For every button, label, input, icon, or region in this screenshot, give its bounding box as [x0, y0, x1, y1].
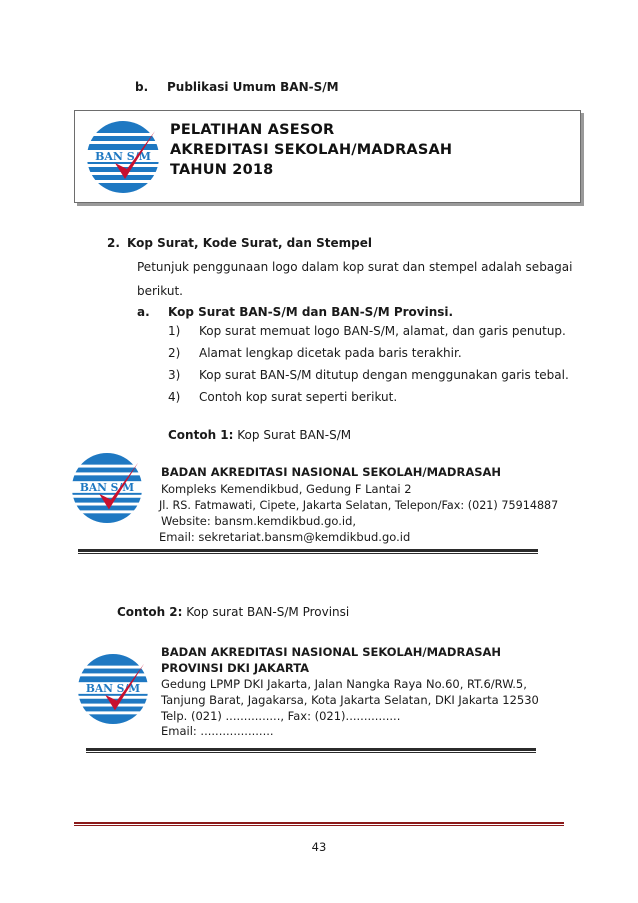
list-item-text: Alamat lengkap dicetak pada baris terakhir. — [199, 346, 462, 360]
kop-1-org: BADAN AKREDITASI NASIONAL SEKOLAH/MADRASAH — [161, 465, 502, 479]
list-item-text: Kop surat BAN-S/M ditutup dengan menggunakan garis tebal. — [199, 368, 569, 382]
publication-line-2: AKREDITASI SEKOLAH/MADRASAH — [170, 142, 453, 158]
kop-1-closing-rule-thin — [78, 553, 538, 554]
kop-2-address-line-1: Gedung LPMP DKI Jakarta, Jalan Nangka Raya No.60, RT.6/RW.5, — [161, 677, 527, 691]
footer-rule — [74, 822, 564, 824]
kop-1-address-line-1: Kompleks Kemendikbud, Gedung F Lantai 2 — [161, 482, 412, 496]
logo-text: BAN S/M — [95, 150, 151, 163]
sub-a-marker: a. — [137, 305, 150, 319]
kop-2-phone-fax: Telp. (021) ..............., Fax: (021)............... — [161, 709, 401, 723]
contoh-2-desc: Kop surat BAN-S/M Provinsi — [186, 605, 350, 619]
kop-2-closing-rule-thin — [86, 752, 536, 753]
footer-rule-thin — [74, 825, 564, 826]
list-item-text: Contoh kop surat seperti berikut. — [199, 390, 398, 404]
publication-box — [74, 110, 581, 203]
list-item-number: 4) — [168, 390, 181, 404]
publication-line-1: PELATIHAN ASESOR — [170, 122, 335, 138]
contoh-1-label: Contoh 1: — [168, 428, 234, 442]
contoh-1-desc: Kop Surat BAN-S/M — [237, 428, 352, 442]
contoh-2-caption — [117, 605, 349, 620]
ban-sm-logo-icon — [85, 119, 161, 195]
kop-2-address-line-2: Tanjung Barat, Jagakarsa, Kota Jakarta Selatan, DKI Jakarta 12530 — [161, 693, 539, 707]
sub-a-title: Kop Surat BAN-S/M dan BAN-S/M Provinsi. — [168, 305, 454, 319]
section-2-marker: 2. — [107, 236, 120, 250]
kop-2-province: PROVINSI DKI JAKARTA — [161, 661, 310, 675]
section-b-marker: b. — [135, 80, 149, 94]
ban-sm-logo-icon — [76, 652, 150, 726]
kop-2-email: Email: .................... — [161, 724, 274, 738]
logo-text: BAN S/M — [79, 480, 135, 494]
section-2-intro-line-2: berikut. — [137, 284, 183, 298]
contoh-1-caption — [168, 428, 351, 443]
contoh-2-label: Contoh 2: — [117, 605, 183, 619]
logo-text: BAN S/M — [85, 681, 141, 695]
list-item-number: 2) — [168, 346, 181, 360]
kop-1-address-line-2: Jl. RS. Fatmawati, Cipete, Jakarta Selatan, Telepon/Fax: (021) 75914887 — [159, 499, 559, 512]
publication-title — [170, 120, 452, 180]
kop-1-website: Website: bansm.kemdikbud.go.id, — [161, 514, 357, 528]
kop-1-closing-rule — [78, 549, 538, 552]
kop-2-org: BADAN AKREDITASI NASIONAL SEKOLAH/MADRASAH — [161, 645, 502, 659]
ban-sm-logo-icon — [70, 451, 144, 525]
publication-line-3: TAHUN 2018 — [170, 162, 274, 178]
section-2-title: Kop Surat, Kode Surat, dan Stempel — [127, 236, 372, 250]
kop-2-closing-rule — [86, 748, 536, 751]
list-item-number: 1) — [168, 324, 181, 338]
kop-1-email: Email: sekretariat.bansm@kemdikbud.go.id — [159, 530, 411, 544]
section-2-intro-line-1: Petunjuk penggunaan logo dalam kop surat dan stempel adalah sebagai — [137, 260, 573, 274]
page-number: 43 — [311, 840, 327, 854]
section-b-title: Publikasi Umum BAN-S/M — [167, 80, 339, 94]
list-item-number: 3) — [168, 368, 181, 382]
list-item-text: Kop surat memuat logo BAN-S/M, alamat, dan garis penutup. — [199, 324, 566, 338]
